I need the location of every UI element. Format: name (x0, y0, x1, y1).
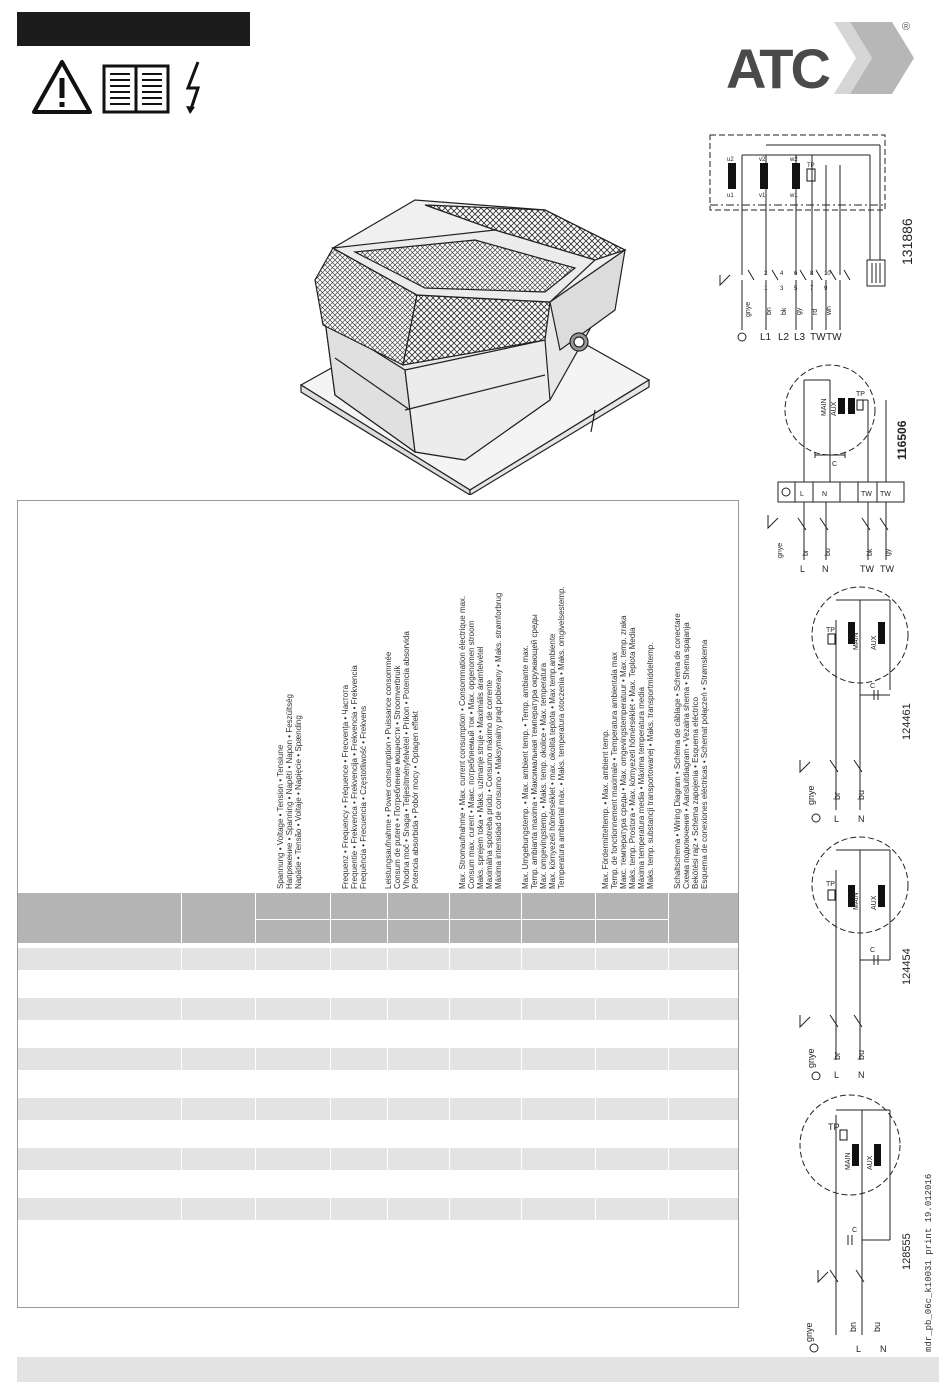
svg-text:w2: w2 (790, 157, 798, 163)
svg-text:N: N (858, 1070, 865, 1080)
column-header-line: Макс. температура среды • Max. omgevingstemperatuur • Max. temp. zraka (619, 615, 628, 889)
column-header-line: Napätie • Tensão • Voltaje • Napięcie • Spænding (294, 715, 303, 889)
svg-text:TP: TP (826, 881, 835, 888)
technical-data-table (17, 500, 739, 1308)
svg-text:2: 2 (764, 271, 768, 277)
column-header-line: Temp. de fonctionnement maximale • Temperatura ambientala max (610, 652, 619, 889)
table-row (18, 1148, 738, 1170)
svg-text:C: C (852, 1227, 858, 1234)
manual-book-icon (104, 66, 168, 112)
column-header-2 (341, 665, 368, 889)
registered-mark: ® (902, 21, 911, 33)
column-header-line: Maks. sprejem toka • Maks. uzimanje struje • Maximális áramfelvétel (476, 646, 485, 889)
atc-logo (722, 16, 922, 96)
svg-text:N: N (858, 814, 865, 824)
svg-text:bu: bu (856, 789, 866, 800)
svg-text:gnye: gnye (777, 542, 784, 558)
svg-text:MAIN: MAIN (853, 632, 860, 650)
svg-text:TW: TW (861, 491, 872, 498)
svg-text:TP: TP (826, 627, 835, 634)
svg-text:TW: TW (810, 332, 826, 343)
svg-text:9: 9 (824, 286, 828, 292)
svg-text:gnye: gnye (804, 1322, 814, 1342)
svg-text:bu: bu (872, 1321, 882, 1332)
column-header-line: Maximálna spotreba prúdu • Consumo máximo de corrente (485, 679, 494, 889)
column-header-line: Max. Fördermitteltemp. • Max. ambient temp. (601, 729, 610, 889)
svg-text:128555: 128555 (901, 1233, 913, 1270)
svg-text:br: br (832, 1051, 842, 1060)
svg-text:L: L (834, 1070, 840, 1080)
column-header-5 (521, 586, 566, 889)
column-header-line: Máxima temperatura media • Máxima temperatura media (637, 687, 646, 889)
column-header-1 (276, 694, 303, 889)
safety-icons (30, 58, 210, 118)
column-header-line: Maks. temp. Prostora • Max. környezeti hőmérséklet • Max. Teplota Media (628, 627, 637, 889)
svg-text:C: C (870, 683, 876, 690)
roof-fan-illustration (295, 190, 655, 495)
svg-text:1: 1 (764, 286, 768, 292)
column-header-line: Consum de putere • Потребление мощности • Stroomverbruik (393, 665, 402, 889)
svg-text:N: N (822, 491, 828, 498)
column-header-line: Max. omgevingstemp. • Maks. temp. okolice • Max. temperatura (539, 662, 548, 889)
svg-text:wh: wh (826, 306, 833, 315)
column-header-line: Напряжение • Spanning • Napětí • Napon • Feszültség (285, 693, 294, 889)
svg-text:TW: TW (860, 564, 874, 574)
column-header-line: Max. Stromaufnahme • Max. current consumption • Consommation électrique max. (458, 595, 467, 889)
svg-text:TW: TW (880, 491, 891, 498)
svg-text:u1: u1 (727, 193, 734, 199)
svg-text:u2: u2 (727, 157, 734, 163)
header-bar (17, 12, 250, 46)
logo-text: ATC (726, 37, 828, 96)
column-header-line: Máxima intensidad de consumo • Maksymalny prąd pobierany • Maks. strømforbrug (494, 592, 503, 889)
svg-text:6: 6 (794, 271, 798, 277)
svg-text:8: 8 (810, 271, 814, 277)
diagram-code: 131886 (899, 218, 915, 265)
svg-text:MAIN: MAIN (845, 1152, 852, 1170)
svg-text:AUX: AUX (831, 401, 838, 416)
svg-text:bk: bk (781, 307, 788, 315)
svg-text:3: 3 (780, 286, 784, 292)
svg-text:5: 5 (794, 286, 798, 292)
svg-text:L: L (834, 814, 840, 824)
wiring-diagram-128555 (790, 1090, 940, 1355)
column-header-7 (673, 613, 709, 889)
wiring-diagram-124461 (790, 580, 940, 830)
svg-text:N: N (822, 564, 829, 574)
column-header-line: Temp. ambianta maxima • Максимальная температура окружающей среды (530, 614, 539, 889)
table-row (18, 1048, 738, 1070)
column-header-line: Frequenz • Frequency • Fréquence • Frecvenţa • Частота (341, 684, 350, 889)
svg-text:bk: bk (867, 548, 874, 556)
svg-text:bu: bu (825, 548, 832, 556)
column-header-line: Max. Umgebungstemp. • Max. ambient temp. • Temp. ambiante max. (521, 645, 530, 889)
svg-text:TP: TP (856, 391, 865, 398)
svg-text:C: C (870, 947, 876, 954)
column-header-line: Potencia absorbida • Pobór mocy • Optagen effekt (411, 710, 420, 889)
column-header-line: Frequência • Frecuencia • Częstotliwość • Frekvens (359, 705, 368, 889)
column-header-line: Bekötési rajz • Schéma zapojenia • Esquema eléctrico (691, 697, 700, 889)
svg-text:TP: TP (807, 163, 815, 169)
column-header-line: Schaltschema • Wiring Diagram • Schéma de câblage • Schema de conectare (673, 613, 682, 889)
column-header-line: Max. környezeti hőmérséklet • max. okolitá teplota • Max temp.ambiente (548, 633, 557, 889)
svg-text:7: 7 (810, 286, 814, 292)
column-header-line: Frequentie • Frekvenca • Frekvencija • Frekvencia • Frekvencia (350, 665, 359, 889)
warning-triangle-icon (34, 62, 90, 112)
svg-text:TP: TP (828, 1122, 840, 1132)
svg-text:br: br (832, 791, 842, 800)
svg-text:L: L (856, 1344, 862, 1354)
svg-text:rd: rd (812, 308, 819, 315)
svg-text:C: C (832, 461, 838, 468)
svg-text:v1: v1 (759, 193, 766, 199)
svg-text:v2: v2 (759, 157, 766, 163)
column-header-line: Temperatura ambiental máx. • Maks. temperatura otoczenia • Maks. omgivelsestemp. (557, 586, 566, 889)
svg-text:MAIN: MAIN (821, 398, 828, 416)
svg-text:AUX: AUX (871, 895, 878, 910)
svg-text:L3: L3 (794, 332, 806, 343)
svg-text:gnye: gnye (745, 301, 752, 317)
svg-text:AUX: AUX (867, 1155, 874, 1170)
column-header-line: Spannung • Voltage • Tension • Tensiune (276, 744, 285, 889)
svg-text:L: L (800, 491, 804, 498)
table-row (18, 998, 738, 1020)
column-header-line: Схема подключения • Aansluitdiagram • Vezalna shema • Shema spajanja (682, 622, 691, 889)
print-info: mdr_pb_06c_k10031 print 19.012016 (924, 1173, 934, 1352)
svg-text:bn: bn (848, 1321, 858, 1332)
svg-text:br: br (803, 549, 810, 556)
svg-text:L: L (800, 564, 806, 574)
column-header-6 (601, 616, 655, 889)
svg-text:N: N (880, 1344, 887, 1354)
column-header-line: Leistungsaufnahme • Power consumption • Puissance consommée (384, 651, 393, 889)
svg-text:gy: gy (885, 548, 892, 556)
column-header-4 (458, 593, 503, 889)
svg-text:bu: bu (856, 1049, 866, 1060)
svg-text:4: 4 (780, 271, 784, 277)
column-header-3 (384, 631, 420, 889)
svg-text:gnye: gnye (806, 1048, 816, 1068)
svg-text:gnye: gnye (806, 785, 816, 805)
wiring-diagram-131886 (700, 125, 930, 350)
svg-text:116506: 116506 (895, 420, 909, 460)
lightning-bolt-icon (186, 62, 198, 114)
svg-text:L2: L2 (778, 332, 790, 343)
column-header-line: Maks. temp. substancji transportowanej • Maks. transportmiddeltemp. (646, 642, 655, 889)
svg-text:TW: TW (826, 332, 842, 343)
svg-text:TW: TW (880, 564, 894, 574)
table-header-row (18, 893, 738, 943)
svg-text:bn: bn (766, 307, 773, 315)
wiring-diagram-116506 (760, 360, 940, 580)
svg-text:124461: 124461 (901, 703, 913, 740)
table-row (18, 1198, 738, 1220)
column-header-line: Vhodna moč • Snaga • Teljesítményfelvétel • Príkon • Potencia absorvida (402, 631, 411, 889)
column-header-line: Esquema de conexiones eléctricas • Schemat połączeń • Strømskema (700, 639, 709, 889)
column-header-line: Consum max. curent • Макс. потребляемый ток • Max. opgenomen stroom (467, 620, 476, 889)
svg-text:10: 10 (824, 271, 831, 277)
svg-text:MAIN: MAIN (853, 892, 860, 910)
table-row (18, 948, 738, 970)
wiring-diagram-124454 (790, 830, 940, 1080)
svg-text:gy: gy (796, 307, 803, 315)
svg-text:L1: L1 (760, 332, 772, 343)
svg-text:AUX: AUX (871, 635, 878, 650)
svg-text:w1: w1 (790, 193, 798, 199)
table-row (18, 1098, 738, 1120)
footer-bar (17, 1357, 939, 1382)
svg-text:124454: 124454 (901, 948, 913, 985)
